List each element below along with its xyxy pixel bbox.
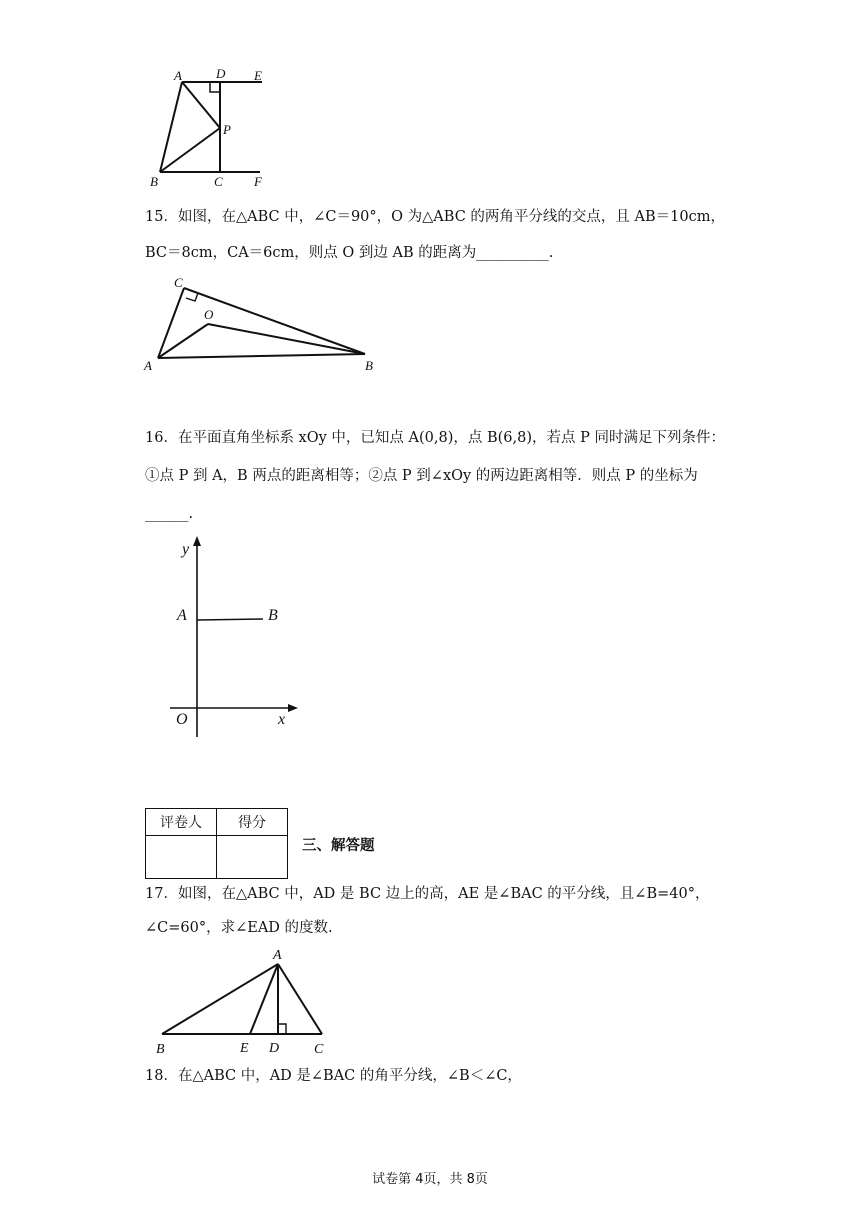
score-table-score-cell[interactable] bbox=[217, 836, 288, 879]
q14-label-f: F bbox=[254, 174, 262, 189]
q14-label-d: D bbox=[216, 66, 226, 81]
q14-label-b: B bbox=[150, 174, 158, 189]
q14-figure bbox=[140, 64, 280, 194]
q15-label-b: B bbox=[365, 358, 373, 373]
q17-label-d: D bbox=[269, 1041, 280, 1056]
q16-line-1: 16．在平面直角坐标系 xOy 中，已知点 A(0,8)，点 B(6,8)，若点 P 同时满足下列条件： bbox=[145, 430, 725, 446]
q17-label-a: A bbox=[273, 948, 282, 963]
q14-label-e: E bbox=[254, 68, 262, 83]
score-table-grader-cell[interactable] bbox=[146, 836, 217, 879]
q17-label-e: E bbox=[240, 1041, 249, 1056]
q15-figure bbox=[140, 272, 390, 376]
section-title: 三、解答题 bbox=[302, 838, 375, 854]
q14-label-a: A bbox=[174, 68, 182, 83]
q16-label-b: B bbox=[268, 607, 278, 624]
q17-figure bbox=[150, 944, 340, 1060]
q16-label-y: y bbox=[182, 541, 190, 558]
q15-line-2: BC＝8cm，CA＝6cm，则点 O 到边 AB 的距离为__________. bbox=[145, 245, 554, 261]
score-table-grader-header: 评卷人 bbox=[146, 809, 217, 836]
q17-label-b: B bbox=[156, 1042, 165, 1057]
q15-line-1: 15．如图，在△ABC 中，∠C＝90°，O 为△ABC 的两角平分线的交点，且 AB＝10cm， bbox=[145, 209, 725, 225]
score-table-score-header: 得分 bbox=[217, 809, 288, 836]
q18-line-1: 18．在△ABC 中，AD 是∠BAC 的角平分线，∠B＜∠C， bbox=[145, 1068, 522, 1084]
q16-line-3: ______. bbox=[145, 506, 194, 522]
q15-label-o: O bbox=[204, 307, 214, 322]
q15-label-a: A bbox=[144, 358, 152, 373]
q17-line-1: 17．如图，在△ABC 中，AD 是 BC 边上的高，AE 是∠BAC 的平分线，且∠B=40°， bbox=[145, 886, 710, 902]
q16-coordinate-figure bbox=[160, 532, 310, 747]
q17-label-c: C bbox=[314, 1042, 324, 1057]
q14-label-c: C bbox=[214, 174, 223, 189]
q16-label-x: x bbox=[278, 711, 286, 728]
q15-label-c: C bbox=[174, 275, 183, 290]
q16-label-o: O bbox=[176, 711, 188, 728]
q14-label-p: P bbox=[223, 122, 231, 137]
q16-line-2: ①点 P 到 A，B 两点的距离相等；②点 P 到∠xOy 的两边距离相等．则点 P 的坐标为 bbox=[145, 468, 698, 484]
q17-line-2: ∠C=60°，求∠EAD 的度数. bbox=[145, 920, 333, 936]
q16-label-a: A bbox=[177, 607, 187, 624]
score-table bbox=[145, 808, 288, 879]
page-footer: 试卷第 4页，共 8页 bbox=[372, 1172, 488, 1187]
